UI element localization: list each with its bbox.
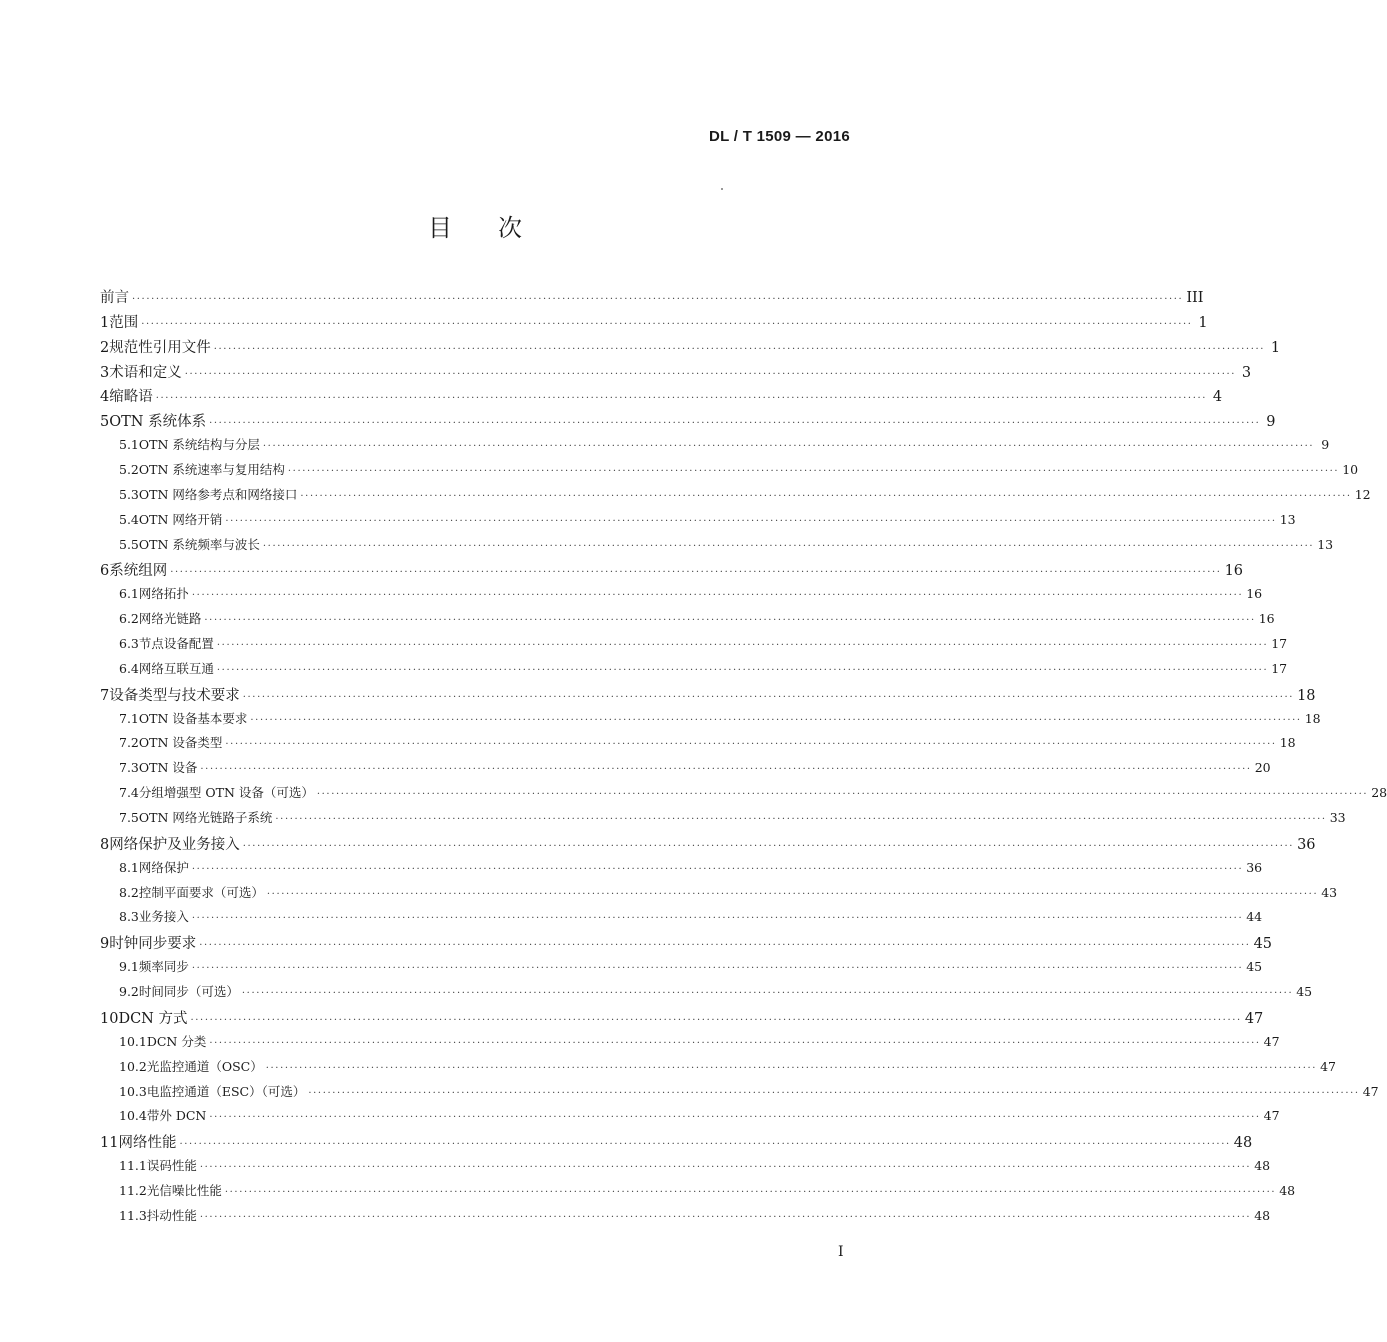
dot-leader: ····························································································································································································································	[209, 1037, 1261, 1049]
dot-leader: ····························································································································································································································	[191, 863, 1244, 875]
toc-number: 8.3	[119, 909, 139, 925]
toc-number: 8.1	[119, 859, 139, 875]
toc-title: 节点设备配置	[138, 636, 214, 652]
page-title: 目次	[428, 214, 568, 242]
toc-title: 光监控通道（OSC）	[146, 1058, 263, 1074]
toc-page-number: 47	[1263, 1108, 1280, 1124]
toc-page-number: 18	[1297, 687, 1316, 704]
toc-title: 缩略语	[109, 389, 153, 406]
dot-leader: ····························································································································································································································	[132, 294, 1184, 305]
dot-leader: ····························································································································································································································	[141, 318, 1193, 330]
dot-leader: ····························································································································································································································	[179, 1139, 1231, 1151]
toc-subentry[interactable]	[100, 957, 1263, 982]
toc-number: 10.4	[119, 1108, 147, 1124]
toc-title: OTN 设备基本要求	[138, 710, 248, 726]
toc-number: 5.1	[119, 437, 139, 453]
dot-leader: ····························································································································································································································	[242, 840, 1295, 852]
toc-page-number: 18	[1279, 735, 1296, 751]
toc-subentry[interactable]	[100, 733, 1296, 758]
toc-title: OTN 网络参考点和网络接口	[138, 486, 298, 502]
toc-number: 3	[100, 364, 110, 381]
toc-subentry[interactable]	[100, 858, 1263, 883]
toc-subentry[interactable]	[100, 1032, 1280, 1057]
toc-page-number: 48	[1233, 1135, 1253, 1152]
dot-leader: ····························································································································································································································	[200, 764, 1252, 776]
toc-number: 6.3	[119, 636, 139, 652]
toc-title: DCN 分类	[146, 1033, 207, 1049]
toc-page-number: 44	[1246, 909, 1263, 925]
toc-page-number: 13	[1279, 511, 1296, 527]
toc-title: DCN 方式	[118, 1010, 188, 1027]
toc-number: 7.3	[119, 760, 139, 776]
toc-page-number: 36	[1246, 859, 1263, 875]
toc-subentry[interactable]	[100, 535, 1334, 560]
toc-page-number: 1	[1198, 314, 1208, 331]
toc-subentry[interactable]	[100, 1181, 1296, 1206]
footer-page-number: I	[838, 1244, 844, 1260]
toc-title: 带外 DCN	[146, 1108, 207, 1124]
toc-entry[interactable]	[100, 1131, 1253, 1156]
dot-leader: ····························································································································································································································	[209, 1112, 1261, 1124]
toc-number: 4	[100, 389, 110, 406]
toc-page-number: 3	[1241, 364, 1252, 381]
toc-title: 前言	[100, 290, 129, 306]
toc-subentry[interactable]	[100, 1057, 1336, 1082]
toc-page-number: 47	[1320, 1058, 1336, 1074]
dot-leader: ····························································································································································································································	[287, 466, 1340, 478]
toc-subentry[interactable]	[100, 1082, 1379, 1107]
toc-subentry[interactable]	[100, 907, 1263, 932]
toc-entry[interactable]	[100, 1007, 1264, 1032]
dot-leader: ····························································································································································································································	[184, 368, 1237, 380]
dot-leader: ····························································································································································································································	[242, 691, 1295, 703]
toc-number: 7.1	[119, 710, 139, 726]
toc-page-number: 47	[1362, 1083, 1379, 1099]
toc-title: 系统组网	[109, 563, 168, 580]
dot-leader: ····························································································································································································································	[213, 343, 1266, 355]
dot-leader: ····························································································································································································································	[216, 640, 1269, 652]
toc-number: 8	[100, 836, 110, 853]
dot-leader: ····························································································································································································································	[316, 789, 1369, 801]
toc-entry[interactable]	[100, 833, 1316, 858]
toc-page-number: 16	[1246, 586, 1263, 602]
toc-number: 5.2	[119, 462, 139, 478]
toc-number: 9	[100, 936, 110, 953]
toc-title: 术语和定义	[109, 364, 182, 381]
toc-subentry[interactable]	[100, 634, 1288, 659]
toc-page-number: 20	[1254, 760, 1271, 776]
toc-page-number: 17	[1271, 660, 1288, 676]
toc-page-number: 48	[1279, 1182, 1296, 1198]
dot-leader: ····························································································································································································································	[199, 1162, 1252, 1174]
toc-number: 1	[100, 314, 110, 331]
toc-title: 范围	[109, 314, 139, 331]
toc-number: 5	[100, 414, 110, 431]
toc-title: OTN 网络光链路子系统	[138, 810, 273, 826]
toc-subentry[interactable]	[100, 1156, 1271, 1181]
dot-leader: ····························································································································································································································	[308, 1087, 1360, 1099]
toc-title: 光信噪比性能	[146, 1182, 222, 1198]
toc-page-number: 43	[1321, 884, 1338, 900]
dot-leader: ····························································································································································································································	[241, 988, 1294, 1000]
dot-leader: ····························································································································································································································	[225, 739, 1277, 751]
toc-title: 网络拓扑	[138, 586, 189, 602]
dot-leader: ····························································································································································································································	[204, 615, 1256, 627]
toc-page-number: 16	[1224, 563, 1244, 580]
toc-subentry[interactable]	[100, 758, 1271, 783]
toc-title: OTN 系统体系	[109, 414, 207, 431]
toc-number: 7.5	[119, 810, 139, 826]
toc-title: 网络互联互通	[138, 660, 214, 676]
dot-leader: ····························································································································································································································	[300, 490, 1352, 502]
toc-number: 6.1	[119, 586, 139, 602]
toc-subentry[interactable]	[100, 510, 1296, 535]
toc-page-number: 17	[1271, 636, 1288, 652]
toc-subentry[interactable]	[100, 709, 1321, 734]
dot-leader: ····························································································································································································································	[265, 1062, 1318, 1074]
toc-title: 电监控通道（ESC）（可选）	[146, 1083, 306, 1099]
toc-number: 5.4	[119, 511, 139, 527]
toc-number: 8.2	[119, 884, 139, 900]
dot-leader: ····························································································································································································································	[262, 441, 1315, 453]
toc-title: OTN 系统结构与分层	[138, 437, 260, 453]
toc-subentry[interactable]	[100, 435, 1330, 460]
toc-subentry[interactable]	[100, 659, 1288, 684]
toc-title: OTN 网络开销	[138, 511, 223, 527]
toc-title: 时钟同步要求	[109, 936, 197, 953]
toc-number: 10.2	[119, 1058, 147, 1074]
dot-leader: ····························································································································································································································	[191, 590, 1244, 602]
dot-leader: ····························································································································································································································	[199, 940, 1251, 952]
toc-number: 9.2	[119, 984, 139, 1000]
toc-title: 网络光链路	[138, 611, 202, 627]
dot-leader: ····························································································································································································································	[191, 913, 1244, 925]
toc-number: 10.1	[119, 1033, 147, 1049]
toc-number: 11.2	[119, 1182, 147, 1198]
toc-subentry[interactable]	[100, 1106, 1280, 1131]
dot-leader: ····························································································································································································································	[224, 1186, 1277, 1198]
toc-page-number: 16	[1258, 611, 1275, 627]
toc-page-number: 47	[1263, 1033, 1280, 1049]
toc-page-number: 13	[1317, 536, 1334, 552]
toc-page-number: 48	[1254, 1207, 1271, 1223]
toc-number: 9.1	[119, 959, 139, 975]
toc-page-number: 12	[1354, 486, 1371, 502]
dot-leader: ····························································································································································································································	[209, 418, 1261, 430]
toc-number: 5.3	[119, 486, 139, 502]
toc-subentry[interactable]	[100, 609, 1275, 634]
toc-subentry[interactable]	[100, 460, 1359, 485]
toc-number: 11	[100, 1135, 119, 1152]
standard-code: DL / T 1509 — 2016	[708, 128, 850, 145]
toc-title: OTN 系统速率与复用结构	[138, 462, 285, 478]
toc-entry[interactable]	[100, 932, 1273, 957]
toc-entry[interactable]	[100, 410, 1276, 435]
toc-title: 规范性引用文件	[109, 339, 211, 356]
dot-leader: ····························································································································································································································	[190, 1014, 1242, 1026]
toc-title: 抖动性能	[146, 1207, 197, 1223]
toc-entry[interactable]	[100, 311, 1208, 336]
toc-subentry[interactable]	[100, 883, 1338, 908]
toc-title: 频率同步	[138, 959, 189, 975]
dot-leader: ····························································································································································································································	[262, 540, 1315, 552]
toc-entry[interactable]	[100, 361, 1252, 386]
dot-leader: ····························································································································································································································	[170, 567, 1222, 579]
toc-subentry[interactable]	[100, 783, 1387, 808]
toc-page-number: 47	[1244, 1010, 1264, 1027]
dot-leader: ····························································································································································································································	[275, 814, 1327, 826]
toc-number: 10	[100, 1010, 119, 1027]
toc-number: 11.3	[119, 1207, 147, 1223]
toc-number: 7.2	[119, 735, 139, 751]
toc-subentry[interactable]	[100, 584, 1263, 609]
toc-number: 2	[100, 339, 110, 356]
dot-leader: ····························································································································································································································	[266, 888, 1319, 900]
toc-subentry[interactable]	[100, 808, 1346, 833]
dot-leader: ····························································································································································································································	[250, 714, 1302, 726]
dot-leader: ····························································································································································································································	[155, 393, 1208, 405]
toc-page-number: 10	[1342, 462, 1359, 478]
toc-title: OTN 系统频率与波长	[138, 536, 260, 552]
toc-entry[interactable]	[100, 336, 1281, 361]
toc-title: OTN 设备类型	[138, 735, 223, 751]
toc-entry[interactable]	[100, 286, 1204, 311]
toc-page-number: 28	[1371, 785, 1387, 801]
toc-title: 误码性能	[146, 1158, 197, 1174]
toc-number: 7.4	[119, 785, 139, 801]
toc-page-number: 9	[1266, 414, 1276, 431]
toc-page-number: 45	[1296, 984, 1313, 1000]
toc-page-number: 18	[1304, 710, 1321, 726]
toc-title: 网络保护	[138, 859, 189, 875]
toc-page-number: 45	[1253, 936, 1273, 953]
toc-number: 6	[100, 563, 110, 580]
toc-title: OTN 设备	[138, 760, 198, 776]
toc-number: 7	[100, 687, 110, 704]
toc-number: 6.2	[119, 611, 139, 627]
toc-number: 5.5	[119, 536, 139, 552]
toc-number: 6.4	[119, 660, 139, 676]
dot-leader: ····························································································································································································································	[199, 1211, 1252, 1223]
toc-page-number: 9	[1321, 437, 1330, 453]
toc-subentry[interactable]	[100, 982, 1313, 1007]
toc-page-number: 33	[1329, 810, 1346, 826]
toc-page-number: 48	[1254, 1158, 1271, 1174]
toc-entry[interactable]	[100, 559, 1244, 584]
dot-leader: ····························································································································································································································	[225, 515, 1277, 527]
toc-page-number: 45	[1246, 959, 1263, 975]
toc-title: 业务接入	[138, 909, 189, 925]
toc-title: 时间同步（可选）	[138, 984, 239, 1000]
toc-title: 网络保护及业务接入	[109, 836, 240, 853]
toc-number: 10.3	[119, 1083, 147, 1099]
toc-page-number: 1	[1270, 339, 1281, 356]
toc-entry[interactable]	[100, 385, 1223, 410]
dot-leader: ····························································································································································································································	[216, 664, 1269, 676]
toc-title: 控制平面要求（可选）	[138, 884, 264, 900]
toc-entry[interactable]	[100, 684, 1316, 709]
scan-speck	[721, 188, 723, 190]
toc-title: 设备类型与技术要求	[109, 687, 240, 704]
table-of-contents	[100, 286, 1387, 1231]
toc-number: 11.1	[119, 1158, 147, 1174]
toc-subentry[interactable]	[100, 485, 1371, 510]
toc-page-number: 36	[1297, 836, 1316, 853]
toc-page-number: III	[1186, 290, 1204, 306]
toc-title: 网络性能	[118, 1135, 177, 1152]
toc-subentry[interactable]	[100, 1206, 1271, 1231]
dot-leader: ····························································································································································································································	[191, 963, 1244, 975]
toc-page-number: 4	[1212, 389, 1223, 406]
toc-title: 分组增强型 OTN 设备（可选）	[138, 785, 314, 801]
